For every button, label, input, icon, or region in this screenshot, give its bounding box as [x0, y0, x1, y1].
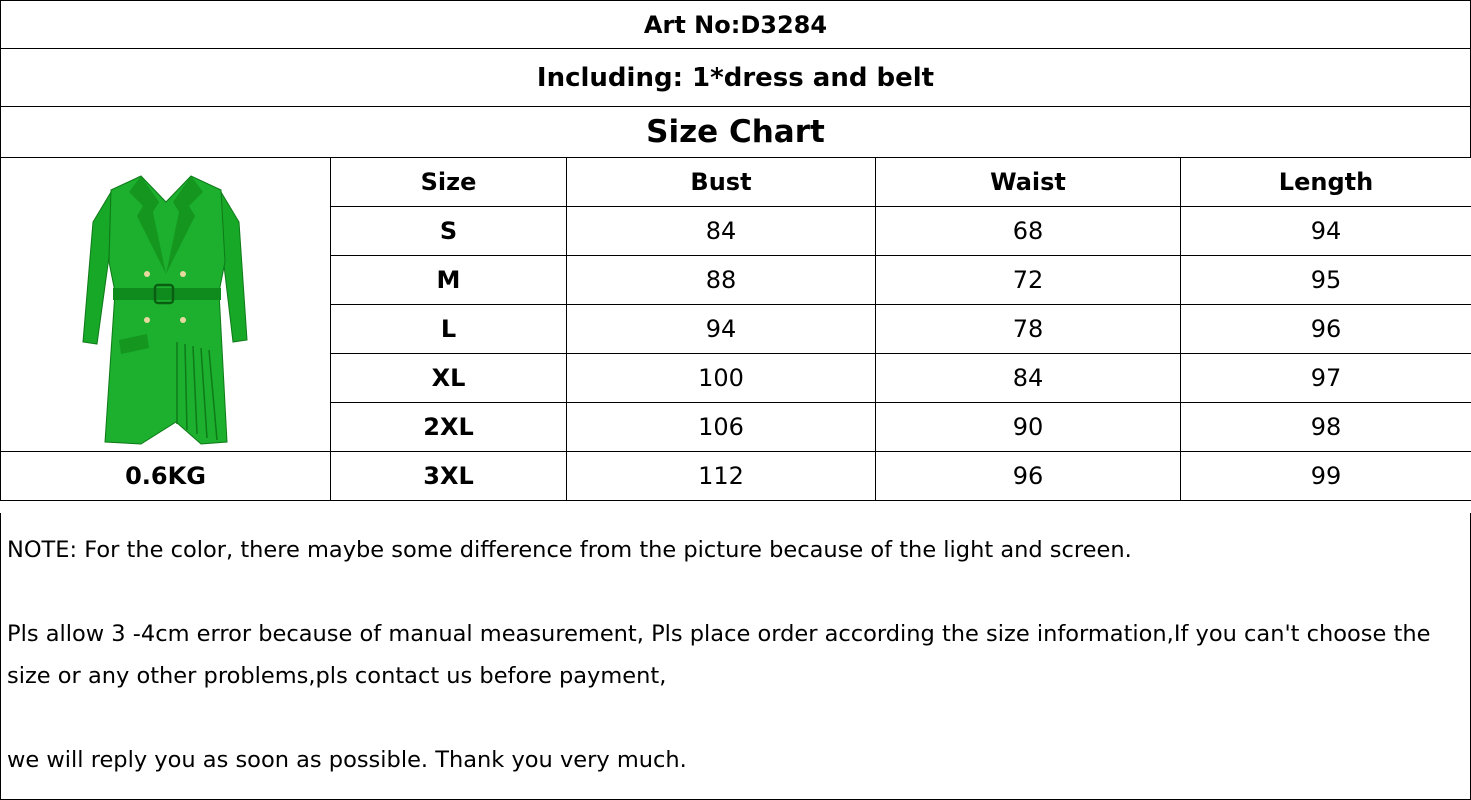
bust-cell: 84: [567, 207, 876, 256]
length-cell: 96: [1181, 305, 1471, 354]
bust-cell: 100: [567, 354, 876, 403]
length-cell: 95: [1181, 256, 1471, 305]
bust-cell: 94: [567, 305, 876, 354]
length-cell: 94: [1181, 207, 1471, 256]
col-header-length: Length: [1181, 158, 1471, 207]
waist-cell: 96: [876, 452, 1181, 501]
chart-title: Size Chart: [0, 106, 1471, 157]
waist-cell: 90: [876, 403, 1181, 452]
bust-cell: 88: [567, 256, 876, 305]
table-row: [1, 452, 1471, 501]
size-table: [0, 157, 1471, 501]
product-weight: 0.6KG: [1, 452, 331, 501]
bust-cell: 112: [567, 452, 876, 501]
col-header-bust: Bust: [567, 158, 876, 207]
color-note: NOTE: For the color, there maybe some difference from the picture because of the light and screen.: [7, 537, 1132, 563]
length-cell: 98: [1181, 403, 1471, 452]
product-image-cell: [1, 158, 331, 452]
size-cell: 2XL: [331, 403, 567, 452]
size-cell: S: [331, 207, 567, 256]
length-cell: 97: [1181, 354, 1471, 403]
art-number: Art No:D3284: [0, 0, 1471, 48]
table-header-row: [1, 158, 1471, 207]
green-blazer-dress-icon: [81, 162, 251, 447]
notes-section: [0, 513, 1471, 800]
size-cell: M: [331, 256, 567, 305]
size-cell: 3XL: [331, 452, 567, 501]
reply-note: we will reply you as soon as possible. Thank you very much.: [7, 747, 687, 773]
size-cell: XL: [331, 354, 567, 403]
bust-cell: 106: [567, 403, 876, 452]
size-cell: L: [331, 305, 567, 354]
waist-cell: 68: [876, 207, 1181, 256]
waist-cell: 78: [876, 305, 1181, 354]
measurement-note: Pls allow 3 -4cm error because of manual measurement, Pls place order according the size information,If you can't choose the size or any other problems,pls contact us before payment,: [7, 621, 1431, 689]
col-header-waist: Waist: [876, 158, 1181, 207]
length-cell: 99: [1181, 452, 1471, 501]
col-header-size: Size: [331, 158, 567, 207]
including-line: Including: 1*dress and belt: [0, 48, 1471, 106]
waist-cell: 84: [876, 354, 1181, 403]
waist-cell: 72: [876, 256, 1181, 305]
